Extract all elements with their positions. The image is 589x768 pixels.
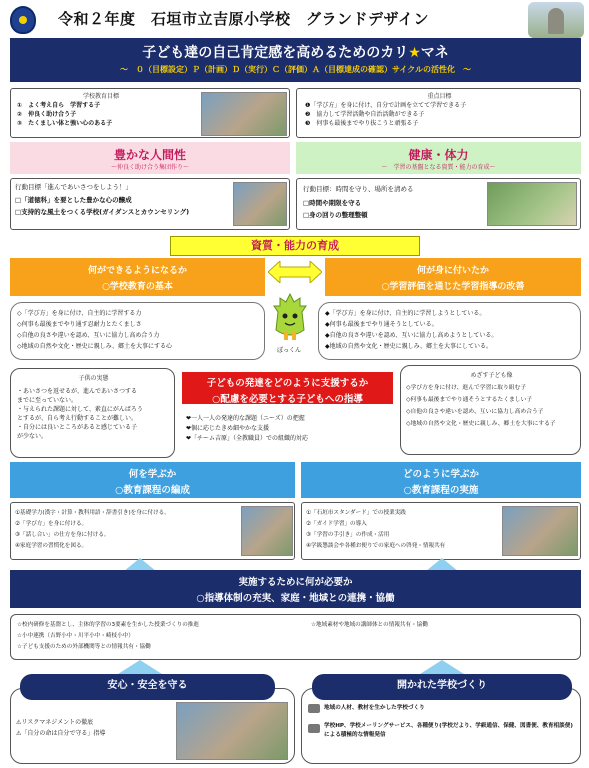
focus-goal-item: ❶「学び方」を身に付け、自分で計画を立てて学習できる子	[305, 102, 467, 109]
support-item: ❤個に応じたきめ細やかな支援	[186, 425, 270, 432]
ideal-child-line: ◇地域の自然や文化・歴史に親しみ、郷土を大事にする子	[406, 421, 556, 427]
focus-goals-title: 重点目標	[427, 93, 452, 100]
health-goal: 行動目標：時間を守り、場所を清める	[303, 185, 414, 193]
child-state-line: までに至っていない。	[17, 397, 78, 404]
health-subtitle: ～ 学習の基盤となる資質・能力の育成～	[381, 164, 496, 171]
banner-heading	[10, 42, 581, 62]
what-learn-photo	[241, 506, 293, 556]
can-do-title: 何ができるようになるか	[87, 266, 187, 276]
support-item: ❤「チーム吉原」（全教職員）での組織的対応	[186, 435, 309, 442]
monument-photo	[528, 2, 584, 38]
what-learn-subtitle: ○教育課程の編成	[115, 485, 190, 496]
evaluation-item: ◆「学び方」を身に付け、自主的に学習しようとしている。	[325, 310, 486, 317]
child-state-line: ・自分には良いところがあると感じている子	[17, 424, 138, 431]
humanity-title: 豊かな人間性	[113, 148, 186, 162]
school-goals-photo	[201, 92, 287, 136]
how-learn-title: どのように学ぶか	[402, 469, 479, 480]
evaluation-item: ◆地域の自然や文化・歴史に親しみ、郷土を大事にしている。	[325, 343, 492, 350]
evaluation-item: ◆何事も最後までやり通そうとしている。	[325, 321, 438, 328]
need-title: 実施するために何が必要か	[238, 577, 353, 588]
ideal-child-box	[400, 365, 581, 455]
health-photo	[487, 182, 577, 226]
health-item: □時間や期限を守る	[303, 199, 362, 207]
double-arrow-icon	[268, 261, 322, 283]
focus-goal-item: ❸ 何事も最後までやり抜こうと頑張る子	[305, 120, 419, 127]
humanity-photo	[233, 182, 287, 226]
need-header	[10, 570, 581, 608]
learned-subtitle: ○学習評価を通じた学習指導の改善	[381, 282, 525, 292]
child-state-line: ・与えられた課題に対して、素直にがんばろう	[17, 406, 143, 413]
evaluation-list-right	[318, 302, 581, 360]
banner-subtitle: ～ ０（目標設定）Ｐ（計画）Ｄ（実行）Ｃ（評価）Ａ（目標達成の確認）サイクルの活性化 ～	[119, 65, 472, 74]
banner-heading-text: 子ども達の自己肯定感を高めるためのカリ	[142, 45, 409, 61]
building-icon	[308, 704, 320, 713]
what-learn-item: ①基礎学力(漢字・計算・教科用語・辞書引き)を身に付ける。	[15, 510, 170, 516]
collab-item: ☆子ども支援のための外部機関等との情報共有・協働	[17, 644, 151, 650]
ability-title: 資質・能力の育成	[170, 236, 420, 256]
child-state-title: 子供の実態	[78, 375, 109, 382]
school-goals-box	[10, 88, 290, 138]
support-header	[180, 370, 395, 406]
what-learn-item: ③「話し合い」の仕方を身に付ける。	[15, 532, 110, 538]
learned-header	[325, 258, 581, 296]
banner-heading-suffix: マネ	[420, 45, 449, 61]
school-goals-title: 学校教育目標	[82, 93, 119, 100]
page-title: 令和２年度 石垣市立吉原小学校 グランドデザイン	[58, 10, 429, 28]
collaboration-box	[10, 614, 581, 660]
what-learn-item: ②「学び方」を身に付ける。	[15, 521, 88, 527]
mascot-icon	[270, 290, 310, 346]
safety-photo	[176, 702, 288, 760]
child-state-line: ・あいさつを返せるが、進んであいさつする	[17, 388, 138, 395]
ideal-child-line: ◇何事も最後までやり通そうとするたくましい子	[406, 397, 533, 403]
what-learn-title: 何を学ぶか	[128, 469, 177, 480]
humanity-item: □支持的な風土をつくる学校(ガイダンスとカウンセリング)	[15, 208, 190, 216]
evaluation-item: ◆自他の良さや違いを認め、互いに協力し高めようとしている。	[325, 332, 498, 339]
open-school-item: 学校HP、学校メーリングサービス、各種便り(学校だより、学級通信、保健、図書便、教育相談便)による積極的な情報発信	[324, 723, 573, 738]
up-arrow-icon	[118, 660, 162, 674]
safety-item: ⚠リスクマネジメントの徹底	[16, 719, 94, 726]
star-icon: ★	[408, 45, 421, 61]
ability-list-left	[10, 302, 265, 360]
safety-item: ⚠「自分の命は自分で守る」指導	[16, 730, 106, 737]
what-learn-box	[10, 502, 295, 560]
how-learn-item: ①「石垣市スタンダード」での授業実践	[306, 510, 406, 516]
health-box	[296, 178, 581, 230]
what-learn-header	[10, 462, 295, 498]
how-learn-item: ②「ガイド学習」の導入	[306, 521, 367, 527]
mascot-label: ぽっくん	[277, 347, 302, 354]
school-emblem-icon	[10, 6, 36, 34]
collab-item: ☆校内研修を基盤とし、主体的学習の3要素を生かした授業づくりの推進	[17, 622, 199, 628]
open-school-header: 開かれた学校づくり	[312, 674, 572, 700]
ideal-child-line: ◇学び方を身に付け、進んで学習に取り組む子	[406, 385, 527, 391]
school-goal-item: ② 仲良く助け合う子	[17, 111, 77, 118]
computer-icon	[308, 724, 320, 733]
humanity-item: □「道徳科」を要とした豊かな心の醸成	[15, 196, 132, 204]
ability-item: ◇自他の良さや違いを認め、互いに協力し高め合う力	[17, 332, 160, 339]
how-learn-photo	[502, 506, 578, 556]
how-learn-item: ③「学習の手引き」の作成・活用	[306, 532, 390, 538]
what-learn-item: ④家庭学習の習慣化を図る。	[15, 543, 88, 549]
health-item: □身の回りの整理整頓	[303, 211, 368, 219]
ability-item: ◇「学び方」を身に付け、自主的に学習する力	[17, 310, 142, 317]
humanity-goal: 行動目標「進んであいさつをしよう！」	[15, 183, 132, 191]
how-learn-box	[301, 502, 581, 560]
how-learn-subtitle: ○教育課程の実施	[403, 485, 479, 496]
how-learn-header	[301, 462, 581, 498]
collab-item: ☆地域素材や地域の講師体との情報共有・協働	[311, 622, 428, 628]
support-subtitle: ○配慮を必要とする子どもへの指導	[212, 394, 363, 405]
safety-header: 安心・安全を守る	[20, 674, 275, 700]
health-header	[296, 142, 581, 174]
ability-item: ◇何事も最後までやり通す忍耐力とたくましさ	[17, 321, 142, 328]
focus-goal-item: ❷ 協力して学習活動や自治活動ができる子	[305, 111, 425, 118]
humanity-subtitle: ～仲良く助け合う集団作り～	[110, 164, 189, 171]
can-do-header	[10, 258, 265, 296]
school-goal-item: ① よく考え自ら 学習する子	[17, 102, 101, 109]
ability-item: ◇地域の自然や文化・歴史に親しみ、郷土を大事にする心	[17, 343, 172, 350]
ideal-child-title: めざす子ども像	[470, 372, 513, 379]
humanity-box	[10, 178, 290, 230]
learned-title: 何が身に付いたか	[416, 266, 489, 276]
support-title: 子どもの発達をどのように支援するか	[206, 378, 369, 389]
child-state-box	[10, 368, 175, 458]
need-subtitle: ○指導体制の充実、家庭・地域との連携・協働	[196, 593, 395, 604]
ideal-child-line: ◇自他の良さや違いを認め、互いに協力し高め合う子	[406, 409, 544, 415]
child-state-line: が少ない。	[17, 433, 48, 440]
humanity-header	[10, 142, 290, 174]
can-do-subtitle: ○学校教育の基本	[102, 282, 173, 292]
open-school-item: 地域の人材、教材を生かした学校づくり	[324, 705, 425, 711]
support-item: ❤一人一人の発達的な課題（ニーズ）の把握	[186, 415, 305, 422]
child-state-line: とするが、自ら考え行動することが難しい。	[17, 415, 138, 422]
up-arrow-icon	[420, 660, 464, 674]
how-learn-item: ④学級懇談会や各種お便りでの家庭への啓発・情報共有	[306, 543, 446, 549]
school-goal-item: ③ たくましい体と強い心のある子	[17, 120, 113, 127]
collab-item: ☆小中連携（吉野小中・川平小中・崎枝小中）	[17, 633, 134, 639]
health-title: 健康・体力	[408, 148, 469, 162]
main-banner	[10, 38, 581, 82]
focus-goals-box	[296, 88, 581, 138]
